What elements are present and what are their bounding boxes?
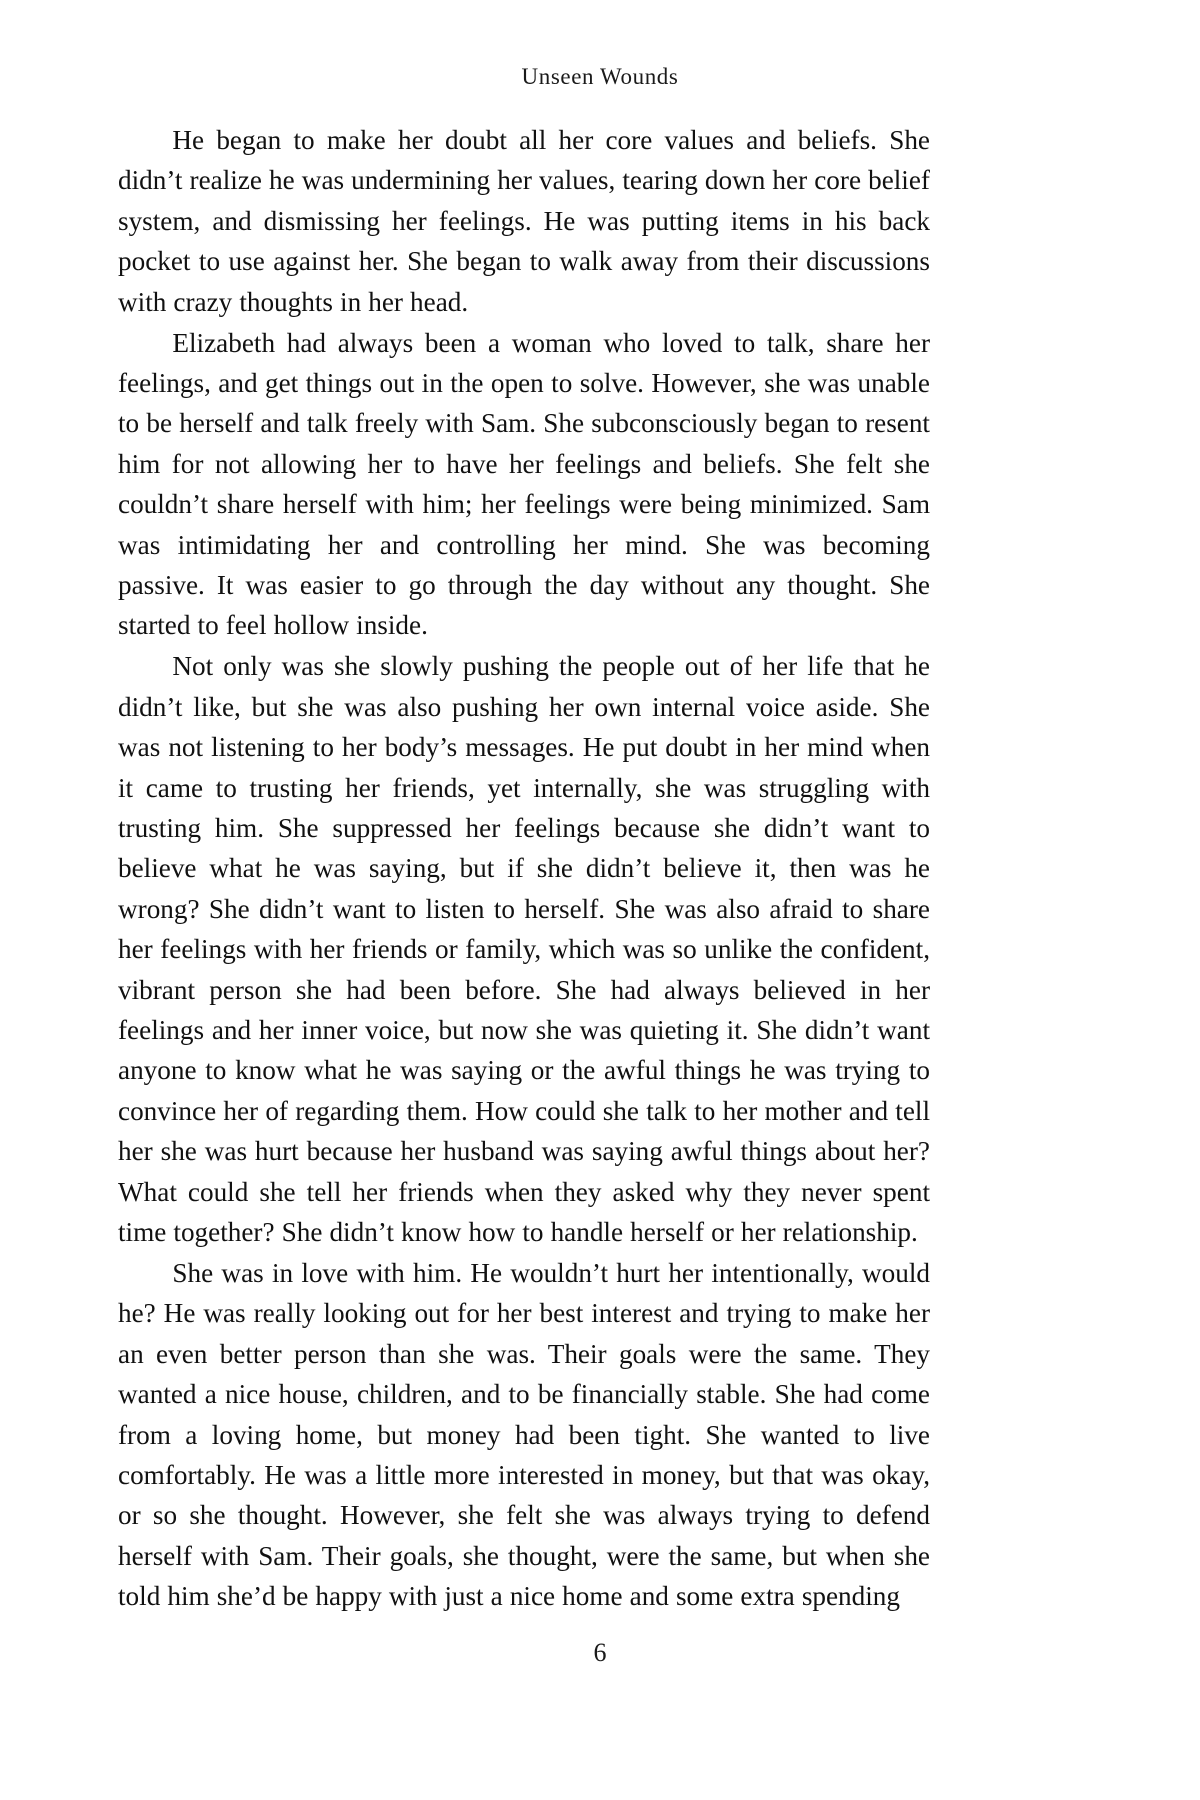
body-paragraph: He began to make her doubt all her core values and beliefs. She didn’t realize he was undermining her values, tearing down her core belief system, and dismissing her feelings. He was putting items in his back pocket to use against her. She began to walk away from their discussions with crazy thoughts in her head.	[118, 125, 930, 317]
running-head-title: Unseen Wounds	[521, 64, 679, 89]
body-paragraph: Not only was she slowly pushing the people out of her life that he didn’t like, but she was also pushing her own internal voice aside. She was not listening to her body’s messages. He put doubt in her mind when it came to trusting her friends, yet internally, she was struggling with trusting him. She suppressed her feelings because she didn’t want to believe what he was saying, but if she didn’t believe it, then was he wrong? She didn’t want to listen to herself. She was also afraid to share her feelings with her friends or family, which was so unlike the confident, vibrant person she had been before. She had always believed in her feelings and her inner voice, but now she was quieting it. She didn’t want anyone to know what he was saying or the awful things he was trying to convince her of regarding them. How could she talk to her mother and tell her she was hurt because her husband was saying awful things about her? What could she tell her friends when they asked why they never spent time together? She didn’t know how to handle herself or her relationship.	[118, 651, 930, 1248]
body-paragraph: She was in love with him. He wouldn’t hurt her intentionally, would he? He was really looking out for her best interest and trying to make her an even better person than she was. Their goals were the same. They wanted a nice house, children, and to be financially stable. She had come from a loving home, but money had been tight. She wanted to live comfortably. He was a little more interested in money, but that was okay, or so she thought. However, she felt she was always trying to defend herself with Sam. Their goals, she thought, were the same, but when she told him she’d be happy with just a nice home and some extra spending	[118, 1257, 930, 1612]
page-number: 6	[593, 1638, 607, 1667]
body-text-block	[118, 120, 930, 1617]
body-paragraph: Elizabeth had always been a woman who loved to talk, share her feelings, and get things out in the open to solve. However, she was unable to be herself and talk freely with Sam. She subconsciously began to resent him for not allowing her to have her feelings and beliefs. She felt she couldn’t share herself with him; her feelings were being minimized. Sam was intimidating her and controlling her mind. She was becoming passive. It was easier to go through the day without any thought. She started to feel hollow inside.	[118, 327, 930, 641]
